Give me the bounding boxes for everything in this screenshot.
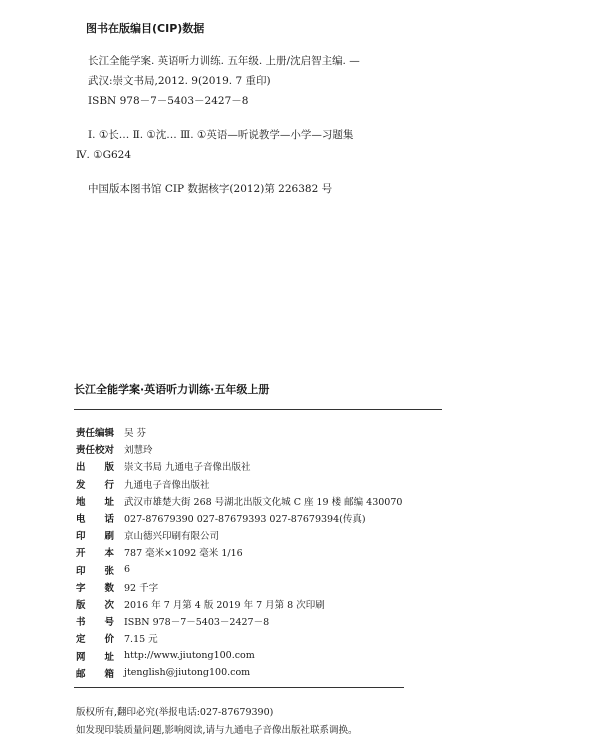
detail-label: 责任编辑 <box>76 428 115 439</box>
cip-heading: 图书在版编目(CIP)数据 <box>86 22 205 35</box>
detail-row <box>76 441 153 457</box>
detail-label: 发 行 <box>76 479 114 491</box>
detail-value: 787 毫米×1092 毫米 1/16 <box>124 548 243 560</box>
detail-label: 地 址 <box>76 496 114 508</box>
detail-label: 印 刷 <box>76 531 114 543</box>
detail-label: 电 话 <box>76 514 114 525</box>
cip-line-3: ISBN 978－7－5403－2427－8 <box>88 95 249 107</box>
detail-label: 书 号 <box>76 617 114 629</box>
book-title: 长江全能学案·英语听力训练·五年级上册 <box>74 383 270 396</box>
detail-label: 版 次 <box>76 600 114 611</box>
detail-value: jtenglish@jiutong100.com <box>124 667 251 679</box>
top-rule <box>74 409 442 410</box>
detail-label: 出 版 <box>76 462 114 474</box>
cip-line-4: Ⅰ. ①长… Ⅱ. ①沈… Ⅲ. ①英语—听说教学—小学—习题集 <box>88 129 354 141</box>
detail-value: 吴 芬 <box>124 428 147 439</box>
detail-label: 字 数 <box>76 582 114 594</box>
detail-value: 027-87679390 027-87679393 027-87679394(传真) <box>124 514 366 525</box>
detail-label: 印 张 <box>76 565 114 577</box>
detail-value: ISBN 978－7－5403－2427－8 <box>124 617 270 629</box>
detail-label: 开 本 <box>76 548 114 560</box>
detail-label: 网 址 <box>76 651 114 663</box>
detail-value: 武汉市雄楚大街 268 号湖北出版文化城 C 座 19 楼 邮编 430070 <box>124 496 403 508</box>
detail-row <box>76 424 146 440</box>
cip-line-5: Ⅳ. ①G624 <box>76 149 132 161</box>
detail-value: 6 <box>124 564 131 576</box>
detail-value: 2016 年 7 月第 4 版 2019 年 7 月第 8 次印刷 <box>124 600 325 611</box>
detail-row <box>76 596 325 612</box>
detail-row <box>76 458 251 474</box>
cip-line-2: 武汉:崇文书局,2012. 9(2019. 7 重印) <box>88 75 271 87</box>
detail-row <box>76 630 158 646</box>
copyright-line: 版权所有,翻印必究(举报电话:027-87679390) <box>76 707 274 718</box>
detail-value: 刘慧玲 <box>124 445 153 457</box>
detail-value: 崇文书局 九通电子音像出版社 <box>124 462 251 474</box>
detail-label: 定 价 <box>76 634 114 646</box>
detail-row <box>76 510 366 526</box>
quality-notice-line: 如发现印装质量问题,影响阅读,请与九通电子音像出版社联系调换。 <box>76 725 358 736</box>
detail-row <box>76 562 130 578</box>
detail-row <box>76 665 250 681</box>
detail-value: 九通电子音像出版社 <box>124 479 210 491</box>
detail-value: http://www.jiutong100.com <box>124 650 255 662</box>
detail-value: 京山德兴印刷有限公司 <box>124 531 220 543</box>
detail-row <box>76 613 269 629</box>
cip-line-6: 中国版本图书馆 CIP 数据核字(2012)第 226382 号 <box>88 183 333 195</box>
detail-row <box>76 527 219 543</box>
detail-value: 7.15 元 <box>124 634 158 646</box>
detail-label: 邮 箱 <box>76 668 114 680</box>
detail-label: 责任校对 <box>76 445 115 457</box>
detail-row <box>76 579 158 595</box>
detail-row <box>76 544 243 560</box>
detail-value: 92 千字 <box>124 582 159 594</box>
cip-line-1: 长江全能学案. 英语听力训练. 五年级. 上册/沈启智主编. — <box>88 55 360 67</box>
detail-row <box>76 648 255 664</box>
detail-row <box>76 493 402 509</box>
detail-row <box>76 476 210 492</box>
bottom-rule <box>74 687 404 688</box>
